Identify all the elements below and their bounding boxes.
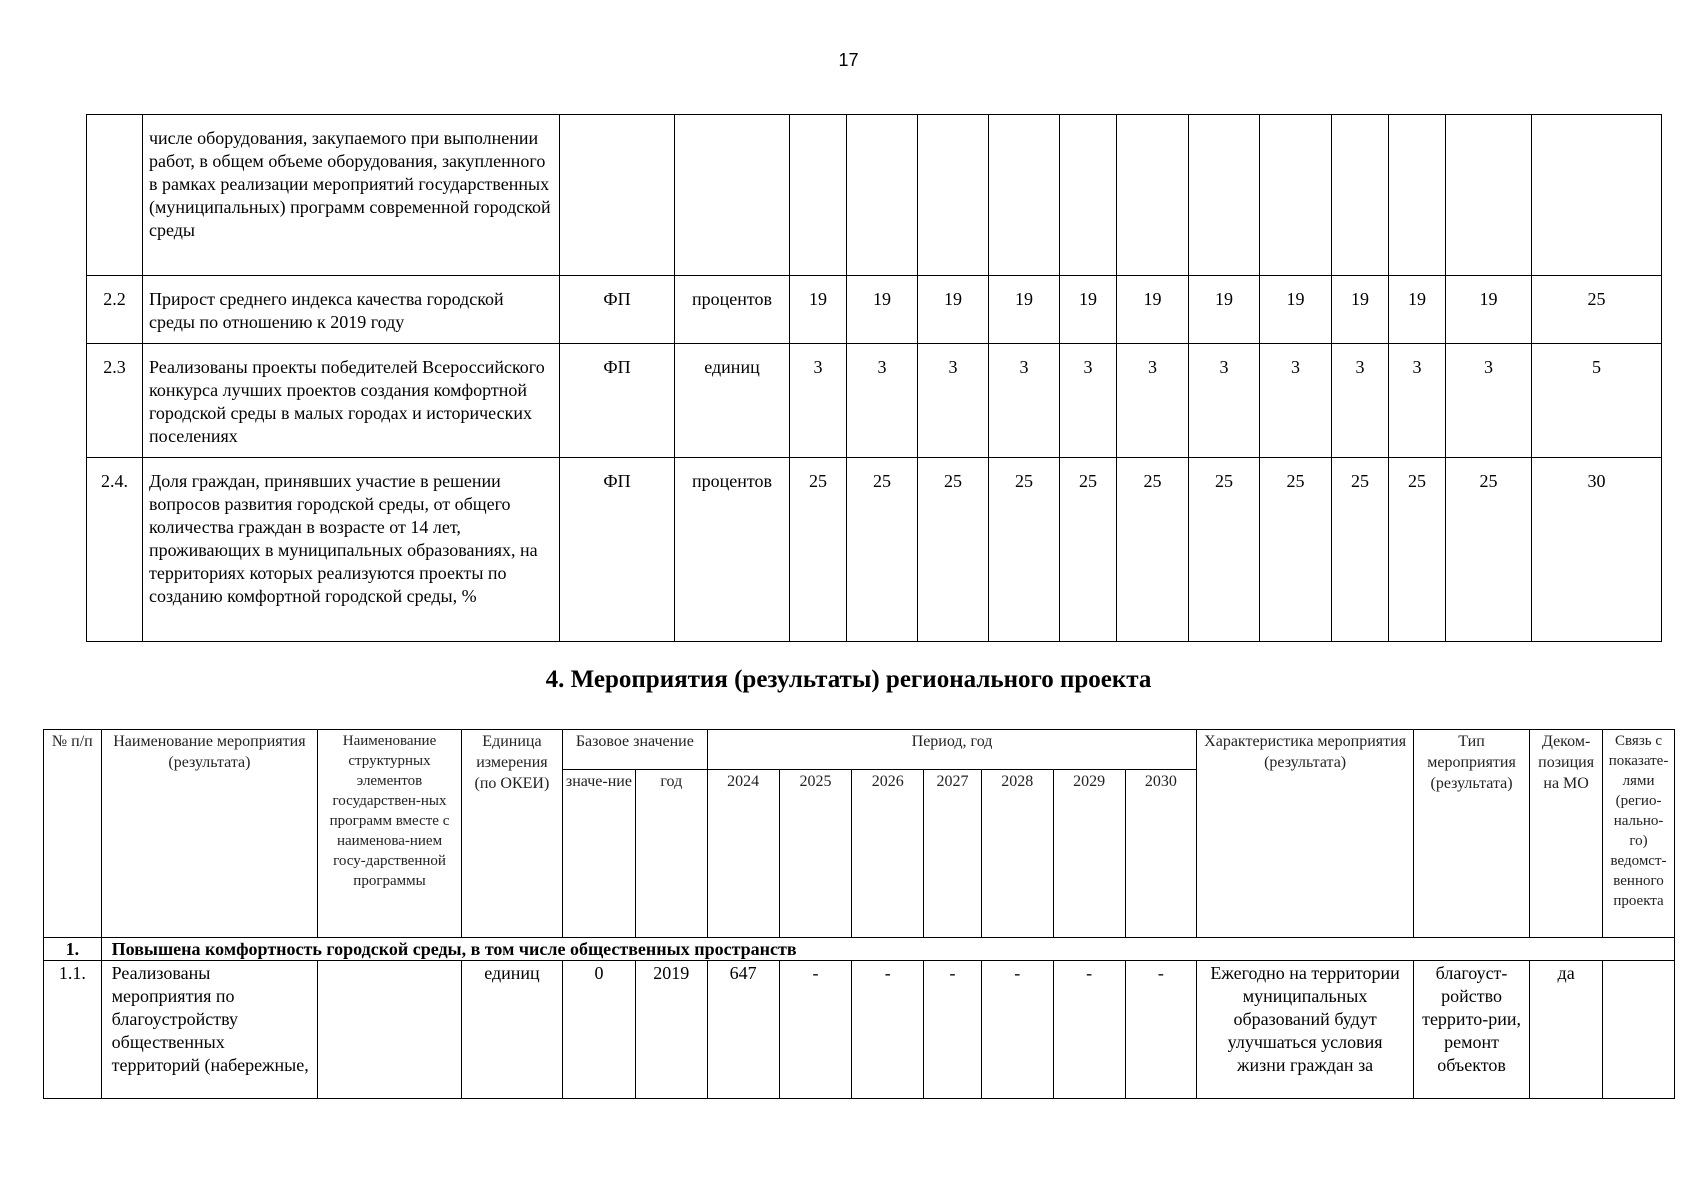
row-unit: единиц bbox=[461, 961, 562, 1099]
row-decomp: да bbox=[1530, 961, 1603, 1099]
section-row bbox=[44, 938, 1675, 961]
row-year-value: - bbox=[852, 961, 924, 1099]
col-decomp-header: Деком-позиция на МО bbox=[1530, 730, 1603, 938]
row-unit: процентов bbox=[675, 276, 790, 344]
row-value: 25 bbox=[1260, 458, 1332, 642]
row-value: 3 bbox=[1189, 344, 1260, 458]
row-year-value: - bbox=[1125, 961, 1197, 1099]
table-row bbox=[87, 344, 1662, 458]
row-value: 3 bbox=[1332, 344, 1389, 458]
measures-table bbox=[43, 729, 1675, 1099]
row-num: 1.1. bbox=[44, 961, 102, 1099]
row-value: 3 bbox=[1389, 344, 1446, 458]
row-value: 19 bbox=[847, 276, 918, 344]
row-year-value: - bbox=[924, 961, 982, 1099]
row-value: 19 bbox=[790, 276, 847, 344]
row-type bbox=[560, 115, 675, 276]
col-base-value-header: значе-ние bbox=[563, 770, 636, 938]
row-value: 19 bbox=[1332, 276, 1389, 344]
row-value: 3 bbox=[1260, 344, 1332, 458]
col-unit-header: Единица измерения (по ОКЕИ) bbox=[461, 730, 562, 938]
col-base-header: Базовое значение bbox=[563, 730, 708, 770]
row-value: 25 bbox=[1060, 458, 1117, 642]
col-year-header: 2025 bbox=[779, 770, 852, 938]
section-heading: Повышена комфортность городской среды, в том числе общественных пространств bbox=[101, 938, 1674, 961]
row-value: 25 bbox=[1532, 276, 1662, 344]
row-name: числе оборудования, закупаемого при выполнении работ, в общем объеме оборудования, закупленного в рамках реализации мероприятий государственных (муниципальных) программ современной городской среды bbox=[143, 115, 560, 276]
col-period-header: Период, год bbox=[707, 730, 1197, 770]
section-title: 4. Мероприятия (результаты) регионального проекта bbox=[545, 666, 1152, 693]
row-value bbox=[1260, 115, 1332, 276]
table-row bbox=[87, 115, 1662, 276]
row-value bbox=[1332, 115, 1389, 276]
col-year-header: 2024 bbox=[707, 770, 779, 938]
row-value: 19 bbox=[1189, 276, 1260, 344]
row-value: 25 bbox=[1389, 458, 1446, 642]
row-value: 19 bbox=[1389, 276, 1446, 344]
section-num: 1. bbox=[44, 938, 102, 961]
col-type-header: Тип мероприятия (результата) bbox=[1413, 730, 1529, 938]
row-name: Реализованы проекты победителей Всероссийского конкурса лучших проектов создания комфортной городской среды в малых городах и исторических поселениях bbox=[143, 344, 560, 458]
row-base-year: 2019 bbox=[635, 961, 707, 1099]
col-year-header: 2028 bbox=[981, 770, 1053, 938]
row-type: ФП bbox=[560, 276, 675, 344]
row-value bbox=[1532, 115, 1662, 276]
col-link-header: Связь с показате-лями (регио-нально-го) ведомст-венного проекта bbox=[1603, 730, 1675, 938]
row-value: 3 bbox=[918, 344, 989, 458]
row-value bbox=[1446, 115, 1532, 276]
row-name: Реализованы мероприятия по благоустройству общественных территорий (набережные, bbox=[101, 961, 318, 1099]
table-row bbox=[87, 276, 1662, 344]
row-value: 30 bbox=[1532, 458, 1662, 642]
row-value: 19 bbox=[1060, 276, 1117, 344]
row-value: 3 bbox=[790, 344, 847, 458]
row-year-value: 647 bbox=[707, 961, 779, 1099]
row-unit: процентов bbox=[675, 458, 790, 642]
row-year-value: - bbox=[779, 961, 852, 1099]
indicators-table bbox=[86, 114, 1662, 642]
row-value: 25 bbox=[790, 458, 847, 642]
row-value: 19 bbox=[918, 276, 989, 344]
row-value: 3 bbox=[1117, 344, 1189, 458]
row-year-value: - bbox=[981, 961, 1053, 1099]
row-value: 25 bbox=[1189, 458, 1260, 642]
row-unit: единиц bbox=[675, 344, 790, 458]
page-number: 17 bbox=[838, 50, 859, 70]
row-value: 5 bbox=[1532, 344, 1662, 458]
row-base-value: 0 bbox=[563, 961, 636, 1099]
row-value: 25 bbox=[1332, 458, 1389, 642]
col-num-header: № п/п bbox=[44, 730, 102, 938]
row-value bbox=[790, 115, 847, 276]
row-num: 2.3 bbox=[87, 344, 143, 458]
row-value: 19 bbox=[1117, 276, 1189, 344]
table-row bbox=[44, 961, 1675, 1099]
row-value: 3 bbox=[1060, 344, 1117, 458]
row-link bbox=[1603, 961, 1675, 1099]
row-value: 25 bbox=[918, 458, 989, 642]
col-struct-header: Наименование структурных элементов государствен-ных программ вместе с наименова-нием госу-дарственной программы bbox=[318, 730, 462, 938]
row-num bbox=[87, 115, 143, 276]
row-value bbox=[918, 115, 989, 276]
row-value: 25 bbox=[1117, 458, 1189, 642]
table-row bbox=[87, 458, 1662, 642]
row-type: ФП bbox=[560, 458, 675, 642]
col-year-header: 2030 bbox=[1125, 770, 1197, 938]
row-type: ФП bbox=[560, 344, 675, 458]
row-value bbox=[1060, 115, 1117, 276]
row-characteristic: Ежегодно на территории муниципальных образований будут улучшаться условия жизни граждан за bbox=[1197, 961, 1414, 1099]
row-type: благоуст-ройство террито-рии, ремонт объектов bbox=[1413, 961, 1529, 1099]
row-value bbox=[1389, 115, 1446, 276]
row-num: 2.2 bbox=[87, 276, 143, 344]
row-value: 19 bbox=[1446, 276, 1532, 344]
col-base-year-header: год bbox=[635, 770, 707, 938]
row-value bbox=[1117, 115, 1189, 276]
row-value bbox=[1189, 115, 1260, 276]
row-value: 25 bbox=[847, 458, 918, 642]
col-year-header: 2027 bbox=[924, 770, 982, 938]
row-value: 19 bbox=[989, 276, 1060, 344]
row-value bbox=[989, 115, 1060, 276]
row-value: 25 bbox=[1446, 458, 1532, 642]
col-year-header: 2026 bbox=[852, 770, 924, 938]
col-name-header: Наименование мероприятия (результата) bbox=[101, 730, 318, 938]
row-value: 3 bbox=[1446, 344, 1532, 458]
row-unit bbox=[675, 115, 790, 276]
col-characteristic-header: Характеристика мероприятия (результата) bbox=[1197, 730, 1414, 938]
col-year-header: 2029 bbox=[1053, 770, 1125, 938]
row-value: 25 bbox=[989, 458, 1060, 642]
row-value bbox=[847, 115, 918, 276]
row-value: 3 bbox=[847, 344, 918, 458]
row-value: 19 bbox=[1260, 276, 1332, 344]
row-name: Доля граждан, принявших участие в решении вопросов развития городской среды, от общего количества граждан в возрасте от 14 лет, проживающих в муниципальных образованиях, на территориях которых реализуются проекты по созданию комфортной городской среды, % bbox=[143, 458, 560, 642]
row-name: Прирост среднего индекса качества городской среды по отношению к 2019 году bbox=[143, 276, 560, 344]
row-value: 3 bbox=[989, 344, 1060, 458]
row-year-value: - bbox=[1053, 961, 1125, 1099]
row-num: 2.4. bbox=[87, 458, 143, 642]
row-struct bbox=[318, 961, 462, 1099]
